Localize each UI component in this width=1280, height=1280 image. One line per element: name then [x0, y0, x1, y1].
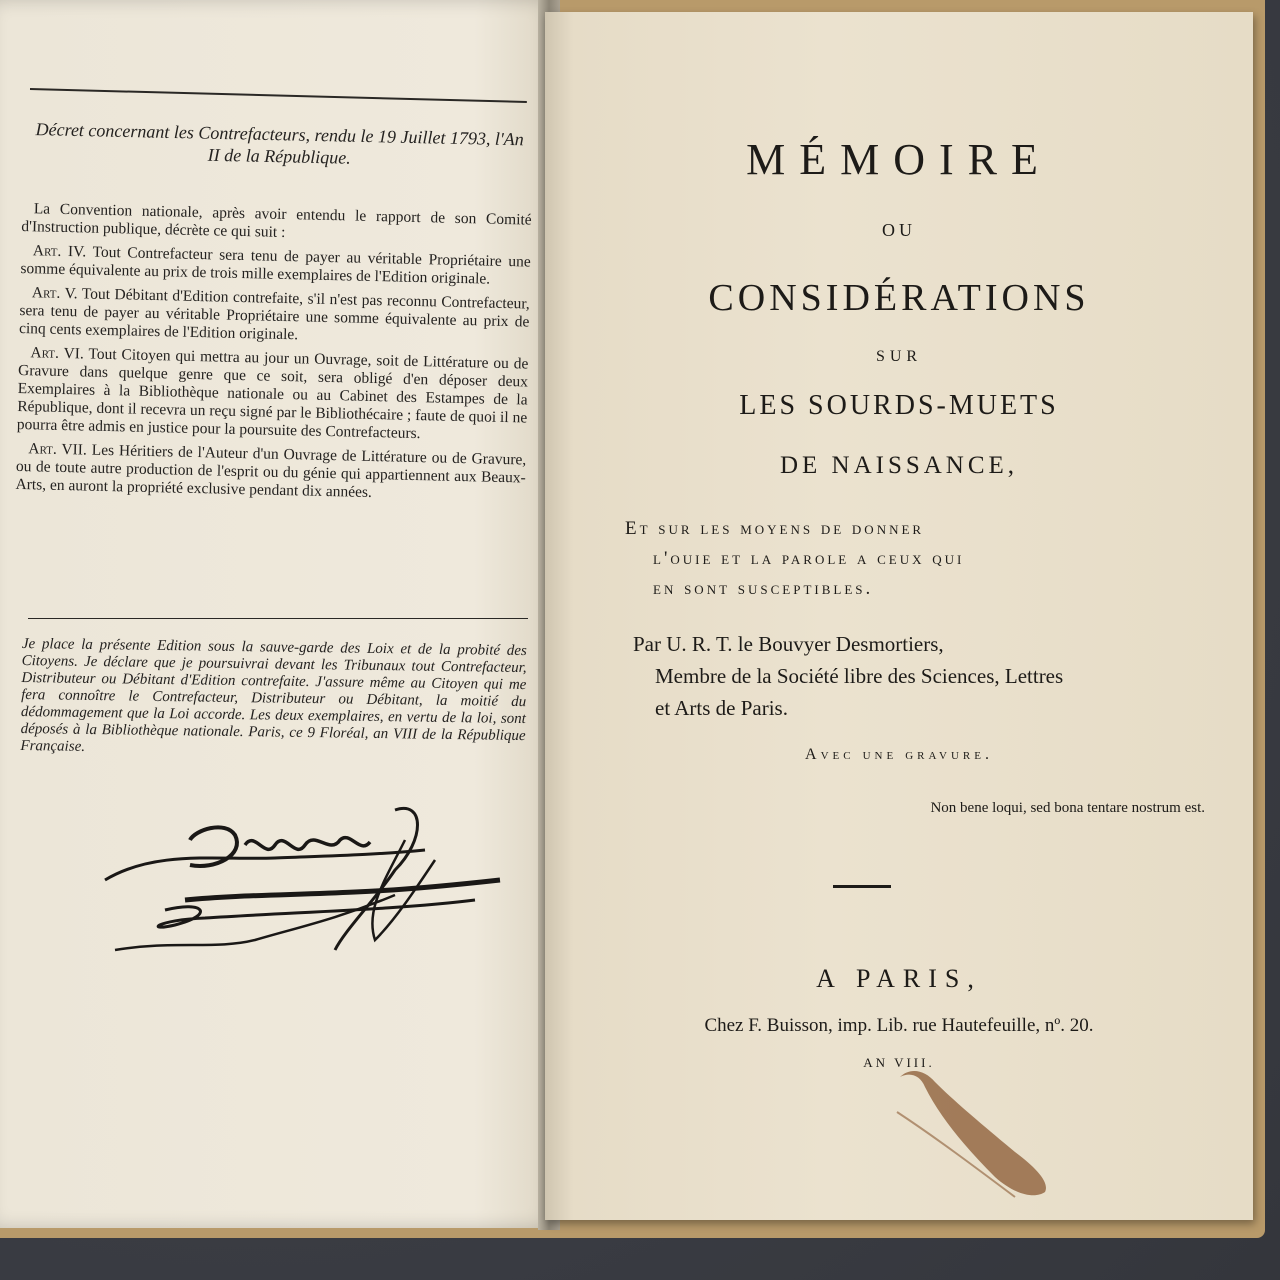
article-7 — [15, 440, 526, 506]
decree-intro: La Convention nationale, après avoir entendu le rapport de son Comité d'Instruction publique, décrète ce qui suit : — [21, 200, 532, 241]
middle-rule — [28, 618, 528, 619]
title-memoire: MÉMOIRE — [746, 135, 1052, 184]
title-considerations: CONSIDÉRATIONS — [708, 277, 1090, 319]
article-text: Tout Contrefacteur sera tenu de payer au véritable Propriétaire une somme équivalente au prix de trois mille exemplaires de l'Edition originale. — [20, 243, 531, 288]
gravure-note: Avec une gravure. — [805, 746, 993, 763]
right-page — [545, 12, 1253, 1220]
article-6 — [17, 344, 529, 446]
subtitle-line: Et sur les moyens de donner — [625, 518, 925, 539]
city: A PARIS, — [816, 964, 982, 993]
author-name: Par U. R. T. le Bouvyer Desmortiers, — [633, 632, 944, 656]
title-de-naissance: DE NAISSANCE, — [779, 452, 1019, 479]
decree-body — [15, 200, 532, 511]
title-sourds-muets: LES SOURDS-MUETS — [739, 390, 1059, 421]
title-ou: OU — [882, 220, 916, 240]
separator-dash — [833, 885, 891, 888]
article-label: Art. VI. — [30, 344, 85, 363]
publisher-notice — [20, 636, 527, 762]
buisson-signature — [95, 800, 515, 970]
article-text: Les Héritiers de l'Auteur d'un Ouvrage de Littérature ou de Gravure, ou de toute autre production de l'esprit ou du génie qui appartiennent aux Beaux-Arts, en auront la propriété exclusive pendant dix années. — [15, 441, 527, 502]
publisher: Chez F. Buisson, imp. Lib. rue Hautefeuille, nº. 20. — [704, 1015, 1094, 1036]
author-role: Membre de la Société libre des Sciences, Lettres — [655, 664, 1064, 688]
notice-text: Je place la présente Edition sous la sauve-garde des Loix et de la probité des Citoyens. Je déclare que je poursuivrai devant les Tribunaux tout Contrefacteur, Distributeur ou Débitant d'Edition contrefaite. J'assure même au Citoyen qui me fera connoître le Contrefacteur, Distributeur ou Débitant, la moitié du dédommagement que la Loi accorde. Les deux exemplaires, en vertu de la loi, sont déposés à la Bibliothèque nationale. Paris, ce 9 Floréal, an VIII de la République Française. — [20, 636, 527, 755]
article-text: Tout Citoyen qui mettra au jour un Ouvrage, soit de Littérature ou de Gravure dans quelque genre que ce soit, sera obligé d'en déposer deux Exemplaires à la Bibliothèque nationale ou au Cabinet des Estampes de la République, dont il recevra un reçu signé par le Bibliothécaire ; faute de quoi il ne pourra être admis en justice pour la poursuite des Contrefacteurs. — [16, 345, 529, 443]
motto: Non bene loqui, sed bona tentare nostrum est. — [930, 800, 1205, 816]
subtitle-line: l'ouie et la parole a ceux qui — [653, 548, 965, 569]
article-label: Art. IV. — [32, 242, 87, 261]
article-label: Art. V. — [31, 284, 78, 303]
author-role: et Arts de Paris. — [655, 696, 788, 720]
ink-stain — [895, 1067, 1055, 1207]
author-block — [633, 628, 1213, 724]
article-5 — [19, 284, 530, 350]
article-text: Tout Débitant d'Edition contrefaite, s'il n'est pas reconnu Contrefacteur, sera tenu de payer au véritable Propriétaire une somme équivalente au prix de cinq cents exemplaires de l'Edition originale. — [18, 285, 530, 344]
decree-title: Décret concernant les Contrefacteurs, rendu le 19 Juillet 1793, l'An II de la République. — [35, 119, 524, 168]
article-4 — [20, 242, 531, 290]
subtitle — [625, 514, 1125, 604]
subtitle-line: en sont susceptibles. — [653, 578, 874, 599]
year: AN VIII. — [863, 1055, 935, 1070]
top-rule — [30, 88, 527, 103]
title-sur: SUR — [875, 348, 923, 365]
left-page — [0, 0, 558, 1228]
article-label: Art. VII. — [28, 440, 88, 459]
